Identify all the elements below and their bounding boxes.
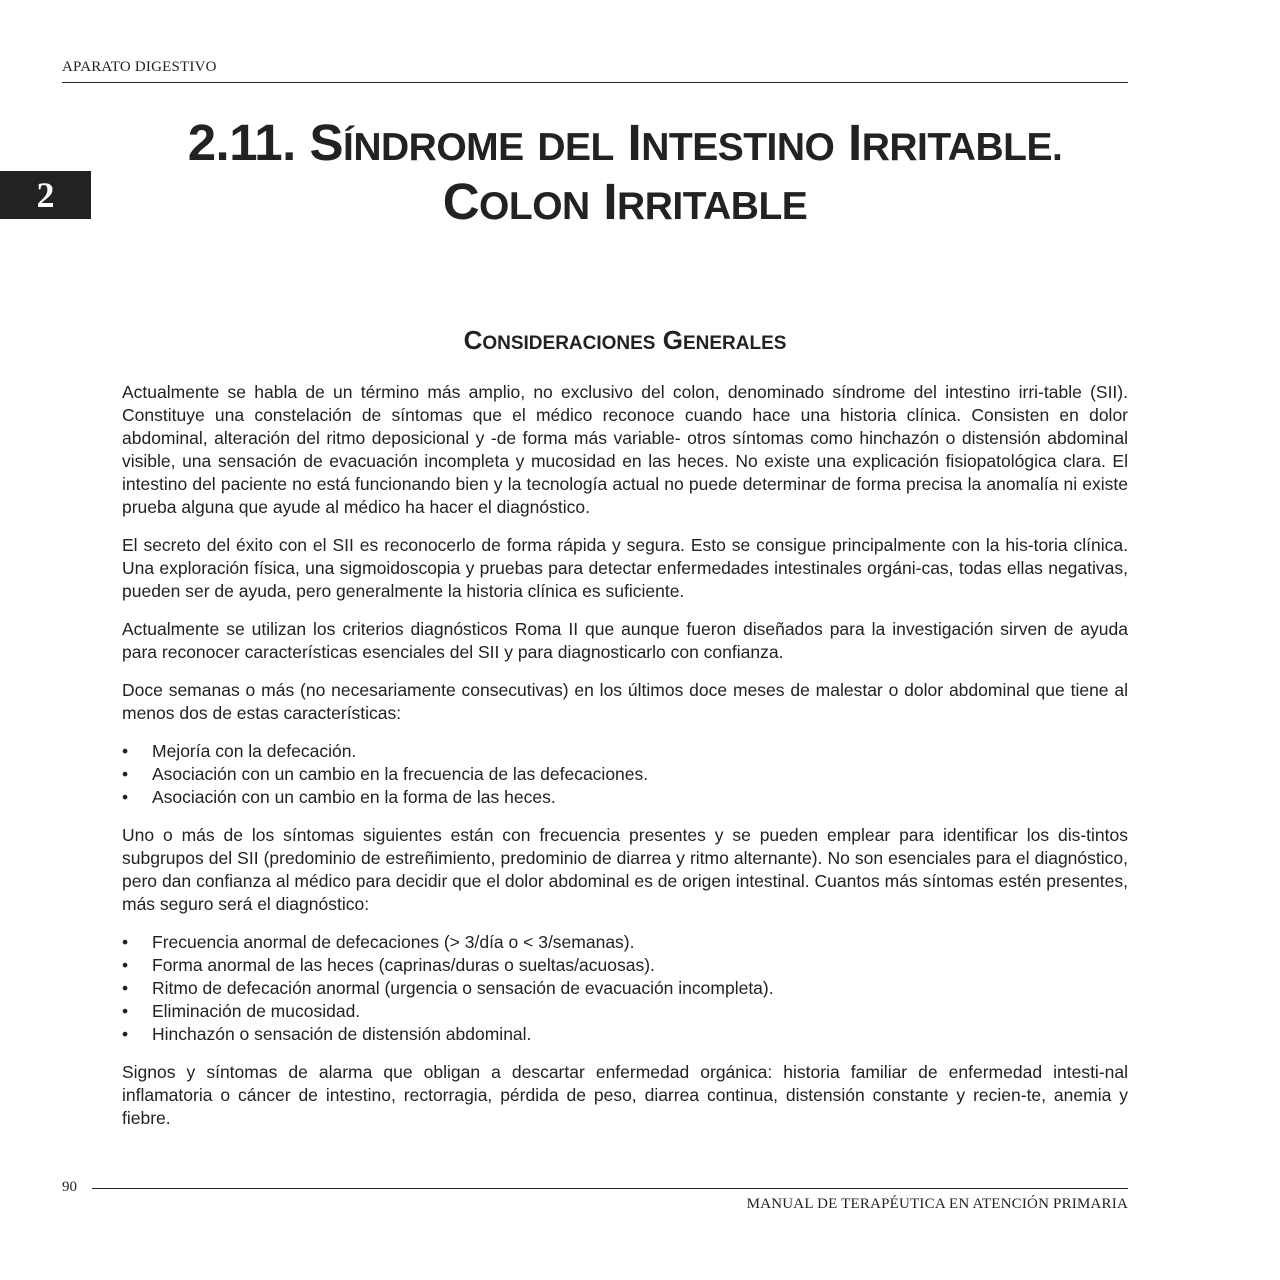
title-number: 2.11.: [187, 114, 296, 171]
criteria-list: [122, 740, 1128, 809]
title-word: COLON: [442, 173, 590, 230]
page-number: 90: [62, 1179, 77, 1195]
bullet: •: [122, 978, 129, 998]
title-word: SÍNDROME: [309, 114, 524, 171]
title-line-2: [443, 173, 808, 230]
list-item: • Mejoría con la defecación.: [122, 741, 357, 761]
title-word: IRRITABLE: [603, 173, 808, 230]
bullet: •: [122, 1024, 129, 1044]
heading-word: CONSIDERACIONES: [463, 325, 656, 355]
bullet: •: [122, 1001, 129, 1021]
paragraph: Signos y síntomas de alarma que obligan a descartar enfermedad orgánica: historia familiar de enfermedad intesti-nal inflamatoria o cáncer de intestino, rectorragia, pérdida de peso, diarrea continua, distensión constante y recien-te, anemia y fiebre.: [122, 1062, 1128, 1128]
bullet: •: [122, 787, 129, 807]
title-line-1: [188, 114, 1063, 171]
heading-word: GENERALES: [662, 325, 787, 355]
chapter-title: [120, 116, 1130, 234]
paragraph: El secreto del éxito con el SII es reconocerlo de forma rápida y segura. Esto se consigue principalmente con la his-toria clínica. Una exploración física, una sigmoidoscopia y pruebas para detectar enfermedades intestinales orgáni-cas, todas ellas negativas, pueden ser de ayuda, pero generalmente la historia clínica es suficiente.: [122, 535, 1128, 601]
bullet: •: [122, 764, 129, 784]
section-heading: [122, 325, 1128, 359]
list-item: • Frecuencia anormal de defecaciones (> 3/día o < 3/semanas).: [122, 932, 635, 952]
title-word: INTESTINO: [627, 114, 835, 171]
paragraph: Actualmente se utilizan los criterios diagnósticos Roma II que aunque fueron diseñados para la investigación sirven de ayuda para reconocer características esenciales del SII y para diagnosticarlo con confianza.: [122, 619, 1128, 662]
list-item: • Ritmo de defecación anormal (urgencia o sensación de evacuación incompleta).: [122, 978, 774, 998]
bullet: •: [122, 932, 129, 952]
list-item: • Hinchazón o sensación de distensión abdominal.: [122, 1024, 532, 1044]
title-word: IRRITABLE.: [848, 114, 1063, 171]
header-rule: [62, 82, 1128, 83]
list-item: • Eliminación de mucosidad.: [122, 1001, 361, 1021]
paragraph: Uno o más de los síntomas siguientes están con frecuencia presentes y se pueden emplear para identificar los dis-tintos subgrupos del SII (predominio de estreñimiento, predominio de diarrea y ritmo alternante). No son esenciales para el diagnóstico, pero dan confianza al médico para decidir que el dolor abdominal es de origen intestinal. Cuantos más síntomas estén presentes, más seguro será el diagnóstico:: [122, 825, 1128, 914]
running-footer: MANUAL DE TERAPÉUTICA EN ATENCIÓN PRIMARIA: [746, 1196, 1128, 1212]
chapter-tab: 2: [0, 171, 91, 219]
paragraph: Actualmente se habla de un término más amplio, no exclusivo del colon, denominado síndrome del intestino irri-table (SII). Constituye una constelación de síntomas que el médico reconoce cuando hace una historia clínica. Consisten en dolor abdominal, alteración del ritmo deposicional y -de forma más variable- otros síntomas como hinchazón o distensión abdominal visible, una sensación de evacuación incompleta y mucosidad en las heces. No existe una explicación fisiopatológica clara. El intestino del paciente no está funcionando bien y la tecnología actual no puede determinar de forma precisa la anomalía ni existe prueba alguna que ayude al médico ha hacer el diagnóstico.: [122, 382, 1128, 517]
footer-rule: [92, 1188, 1128, 1189]
symptoms-list: [122, 931, 1128, 1046]
list-item: • Asociación con un cambio en la forma de las heces.: [122, 787, 556, 807]
paragraph: Doce semanas o más (no necesariamente consecutivas) en los últimos doce meses de malestar o dolor abdominal que tiene al menos dos de estas características:: [122, 680, 1128, 723]
body-content: [122, 381, 1128, 1145]
title-word: DEL: [537, 126, 614, 169]
bullet: •: [122, 741, 129, 761]
list-item: • Forma anormal de las heces (caprinas/duras o sueltas/acuosas).: [122, 955, 655, 975]
running-header: APARATO DIGESTIVO: [62, 59, 217, 75]
bullet: •: [122, 955, 129, 975]
list-item: • Asociación con un cambio en la frecuencia de las defecaciones.: [122, 764, 649, 784]
